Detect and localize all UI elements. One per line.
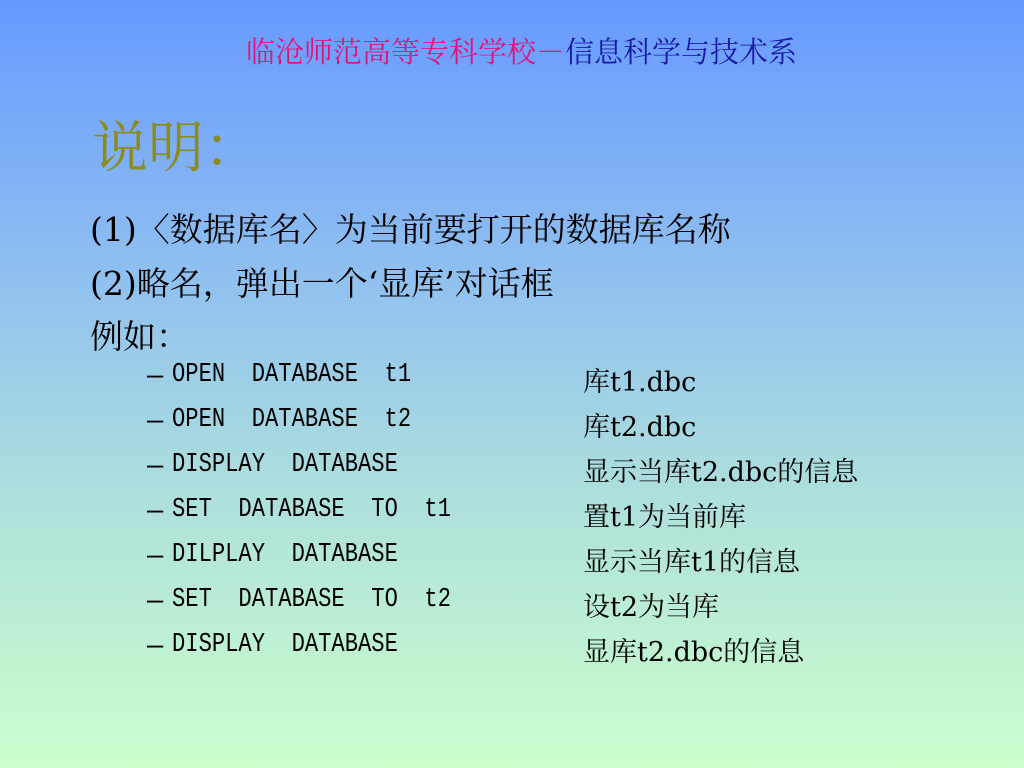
bullet-dash: – [147,405,164,436]
example-row [147,405,947,450]
slide-header [246,30,797,71]
bullet-dash: – [147,630,164,661]
example-row [147,360,947,405]
example-command: DISPLAY DATABASE [172,450,398,480]
header-separator: － [536,35,566,69]
example-command: OPEN DATABASE t2 [172,405,412,435]
example-description: 设t2为当库 [583,592,720,623]
example-command: DISPLAY DATABASE [172,630,398,660]
example-description: 显库t2.dbc的信息 [583,637,805,668]
example-row [147,540,947,585]
example-heading: 例如： [90,317,189,356]
slide-title: 说明： [92,116,260,181]
bullet-dash: – [147,495,164,526]
example-command: SET DATABASE TO t2 [172,585,452,615]
example-command: OPEN DATABASE t1 [172,360,412,390]
note-line-1: (1)〈数据库名〉为当前要打开的数据库名称 [90,210,731,249]
example-row [147,630,947,675]
example-row [147,585,947,630]
example-description: 置t1为当前库 [583,502,747,533]
example-description: 显示当库t2.dbc的信息 [583,457,859,488]
bullet-dash: – [147,450,164,481]
example-description: 库t1.dbc [583,367,697,398]
note-line-2: (2)略名，弹出一个‘显库’对话框 [90,264,554,303]
school-name: 临沧师范高等专科学校 [246,35,537,69]
example-command: SET DATABASE TO t1 [172,495,452,525]
example-description: 库t2.dbc [583,412,697,443]
example-description: 显示当库t1的信息 [583,547,801,578]
bullet-dash: – [147,585,164,616]
example-row [147,450,947,495]
example-list [147,360,947,675]
bullet-dash: – [147,540,164,571]
department-name: 信息科学与技术系 [565,35,798,69]
example-row [147,495,947,540]
bullet-dash: – [147,360,164,391]
example-command: DILPLAY DATABASE [172,540,398,570]
